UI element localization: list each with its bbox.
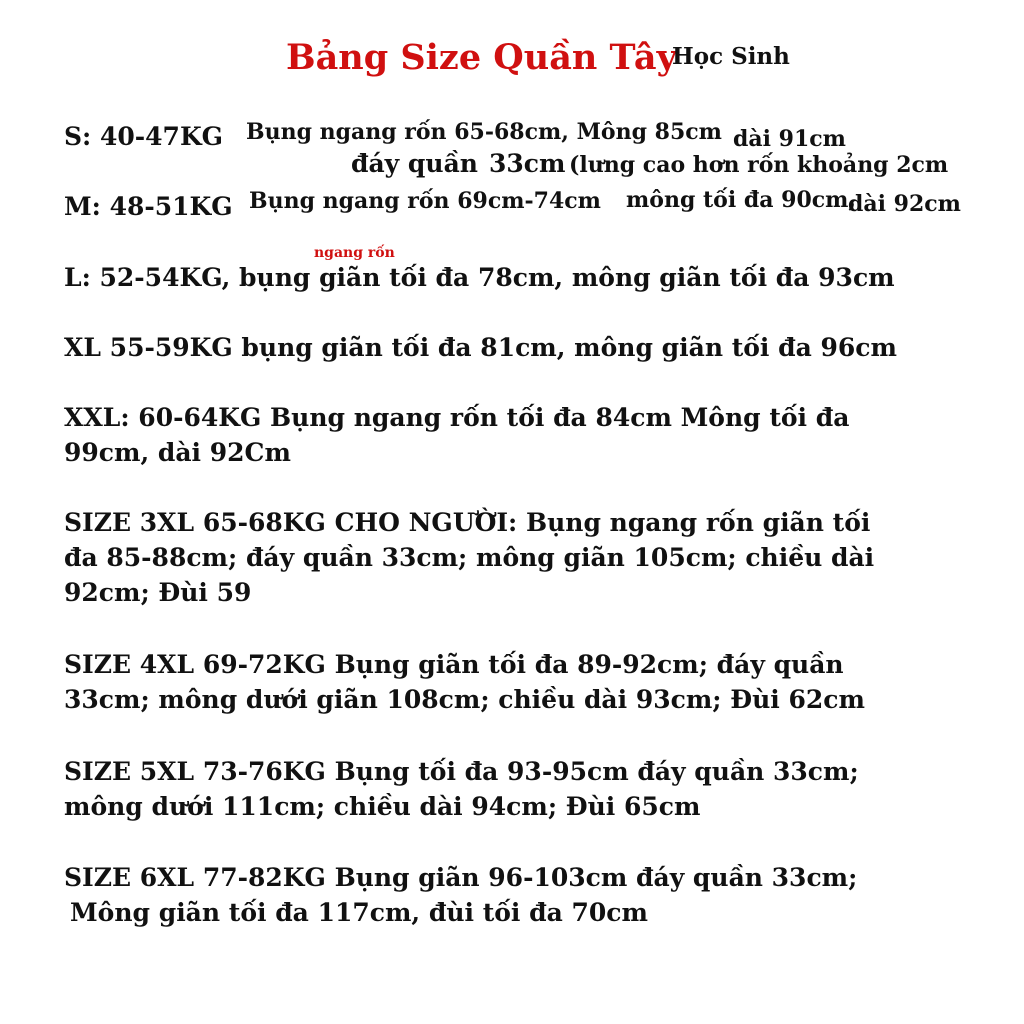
size-m-length: dài 92cm <box>848 191 961 217</box>
size-3xl-line1: SIZE 3XL 65-68KG CHO NGƯỜI: Bụng ngang rốn giãn tối <box>64 508 871 537</box>
page-subtitle: Học Sinh <box>672 43 790 70</box>
size-6xl-line1: SIZE 6XL 77-82KG Bụng giãn 96-103cm đáy quần 33cm; <box>64 863 858 892</box>
page-title: Bảng Size Quần Tây <box>286 37 677 78</box>
size-4xl-line2: 33cm; mông dưới giãn 108cm; chiều dài 93cm; Đùi 62cm <box>64 685 865 714</box>
size-3xl-line2: đa 85-88cm; đáy quần 33cm; mông giãn 105cm; chiều dài <box>64 543 875 572</box>
size-m-hip: mông tối đa 90cm, <box>626 187 857 213</box>
size-xxl-line1: XXL: 60-64KG Bụng ngang rốn tối đa 84cm Mông tối đa <box>64 403 850 432</box>
size-6xl-block <box>64 860 857 930</box>
size-4xl-line1: SIZE 4XL 69-72KG Bụng giãn tối đa 89-92cm; đáy quần <box>64 650 844 679</box>
size-4xl-block <box>64 647 865 717</box>
size-l-note: ngang rốn <box>314 245 395 261</box>
size-xxl-line2: 99cm, dài 92Cm <box>64 438 291 467</box>
size-5xl-line2: mông dưới 111cm; chiều dài 94cm; Đùi 65cm <box>64 792 701 821</box>
size-3xl-line3: 92cm; Đùi 59 <box>64 578 252 607</box>
size-5xl-line1: SIZE 5XL 73-76KG Bụng tối đa 93-95cm đáy quần 33cm; <box>64 757 859 786</box>
size-s-label: S: 40-47KG <box>64 122 224 151</box>
size-m-waist: Bụng ngang rốn 69cm-74cm <box>249 188 601 214</box>
size-s-crotch-note: (lưng cao hơn rốn khoảng 2cm <box>569 152 949 178</box>
size-s-crotch: đáy quần <box>351 149 478 178</box>
size-l-line: L: 52-54KG, bụng giãn tối đa 78cm, mông giãn tối đa 93cm <box>64 263 895 292</box>
size-m-label: M: 48-51KG <box>64 192 233 221</box>
size-s-crotch-value: 33cm <box>489 149 566 178</box>
size-5xl-block <box>64 754 859 824</box>
size-xl-line: XL 55-59KG bụng giãn tối đa 81cm, mông giãn tối đa 96cm <box>64 333 897 362</box>
size-3xl-block <box>64 505 874 610</box>
size-6xl-line2: Mông giãn tối đa 117cm, đùi tối đa 70cm <box>70 898 648 927</box>
size-xxl-block <box>64 400 849 470</box>
size-s-length: dài 91cm <box>733 126 846 152</box>
size-s-measures: Bụng ngang rốn 65-68cm, Mông 85cm <box>246 119 722 145</box>
